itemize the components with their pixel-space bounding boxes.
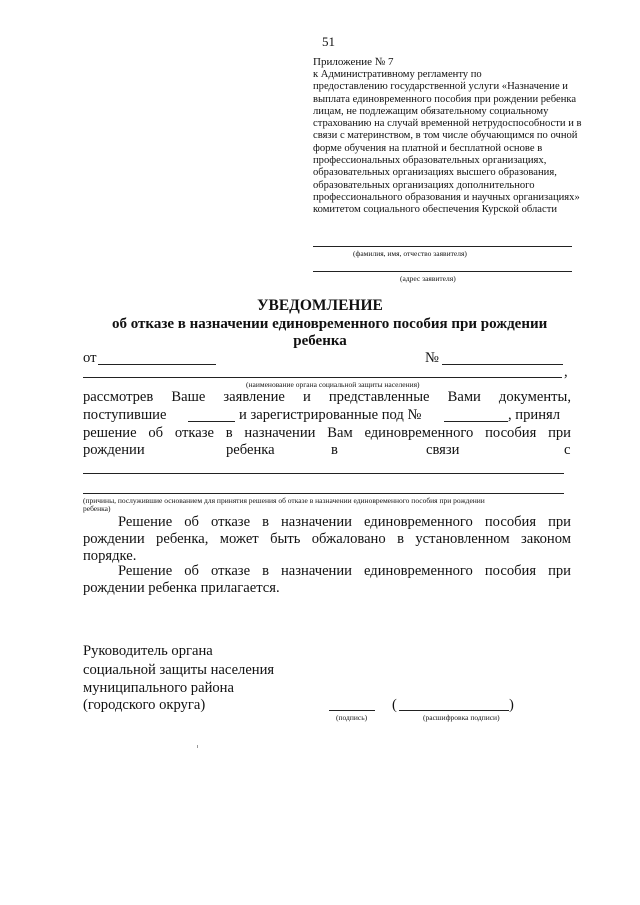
applicant-name-line[interactable] bbox=[313, 246, 572, 247]
organ-name-field[interactable] bbox=[83, 377, 562, 378]
reasons-field-line-1[interactable] bbox=[83, 473, 564, 474]
appendix-line: образовательных организациях дополнительного bbox=[313, 179, 535, 191]
appendix-line: образовательных организациях высшего образования, bbox=[313, 167, 557, 179]
appendix-line: комитетом социального обеспечения Курской области bbox=[313, 204, 558, 216]
appendix-line: профессионального образования и научных организациях» bbox=[313, 191, 580, 203]
organ-caption: (наименование органа социальной защиты населения) bbox=[246, 380, 420, 389]
reasons-field-line-2[interactable] bbox=[83, 493, 564, 494]
received-date-field[interactable] bbox=[188, 421, 235, 422]
signature-caption: (подпись) bbox=[336, 713, 368, 722]
body-line-4-word-2: ребенка bbox=[226, 442, 275, 458]
appendix-line: страхованию на случай временной нетрудоспособности и в bbox=[313, 118, 582, 130]
appendix-line: лицам, не подлежащим обязательному социальному bbox=[313, 105, 549, 117]
number-field[interactable] bbox=[442, 364, 563, 365]
organ-comma: , bbox=[564, 364, 568, 380]
decryption-field[interactable] bbox=[399, 710, 509, 711]
body-line-3: решение об отказе в назначении Вам единовременного пособия при bbox=[83, 425, 571, 441]
attachment-line-2: рождении ребенка прилагается. bbox=[83, 580, 280, 596]
signature-title-line-3: муниципального района bbox=[83, 680, 234, 696]
body-line-4-word-5: с bbox=[564, 442, 571, 458]
signature-title-line-1: Руководитель органа bbox=[83, 643, 213, 659]
attachment-line-1: Решение об отказе в назначении единовременного пособия при bbox=[118, 563, 571, 579]
number-label: № bbox=[425, 350, 439, 366]
appendix-title: Приложение № 7 bbox=[313, 56, 394, 68]
registration-number-field[interactable] bbox=[444, 421, 508, 422]
body-line-1: рассмотрев Ваше заявление и представленные Вами документы, bbox=[83, 389, 571, 405]
appendix-line: связи с материнством, в том числе обучающимся по очной bbox=[313, 130, 578, 142]
signature-field[interactable] bbox=[329, 710, 375, 711]
scan-speck bbox=[197, 745, 198, 748]
applicant-name-caption: (фамилия, имя, отчество заявителя) bbox=[353, 249, 467, 258]
document-subtitle-line2: ребенка bbox=[293, 333, 347, 349]
body-line-2-part3: , принял bbox=[508, 407, 561, 423]
appeal-line-3: порядке. bbox=[83, 548, 137, 564]
decryption-paren-open: ( bbox=[392, 697, 397, 713]
from-label: от bbox=[83, 350, 97, 366]
page-number: 51 bbox=[322, 34, 335, 49]
appeal-line-1: Решение об отказе в назначении единовременного пособия при bbox=[118, 514, 571, 530]
appendix-line: к Административному регламенту по bbox=[313, 69, 482, 80]
date-field[interactable] bbox=[98, 364, 216, 365]
decryption-caption: (расшифровка подписи) bbox=[423, 713, 500, 722]
body-line-2-part2: и зарегистрированные под № bbox=[239, 407, 422, 423]
signature-title-line-4: (городского округа) bbox=[83, 697, 206, 713]
appendix-line: выплата единовременного пособия при рождении ребенка bbox=[313, 93, 577, 105]
applicant-address-line[interactable] bbox=[313, 271, 572, 272]
appendix-line: форме обучения на платной и бесплатной основе в bbox=[313, 142, 543, 154]
appendix-line: предоставлению государственной услуги «Назначение и bbox=[313, 81, 568, 93]
document-subtitle-line1: об отказе в назначении единовременного пособия при рождении bbox=[112, 316, 548, 332]
signature-title-line-2: социальной защиты населения bbox=[83, 662, 275, 678]
document-title: УВЕДОМЛЕНИЕ bbox=[257, 297, 383, 314]
body-line-4-word-4: связи bbox=[426, 442, 460, 458]
body-line-2-part1: поступившие bbox=[83, 407, 167, 423]
applicant-address-caption: (адрес заявителя) bbox=[400, 274, 456, 283]
decryption-paren-close: ) bbox=[509, 697, 514, 713]
appendix-line: профессиональных образовательных организациях, bbox=[313, 155, 547, 167]
body-line-4-word-3: в bbox=[331, 442, 338, 458]
appendix-text bbox=[313, 69, 593, 217]
reasons-caption-line-1: (причины, послужившие основанием для принятия решения об отказе в назначении единовременного пособия при рождении bbox=[83, 496, 485, 505]
reasons-caption-line-2: ребенка) bbox=[83, 504, 111, 513]
appeal-line-2: рождении ребенка, может быть обжаловано в установленном законом bbox=[83, 531, 571, 547]
body-line-4-word-1: рождении bbox=[83, 442, 145, 458]
